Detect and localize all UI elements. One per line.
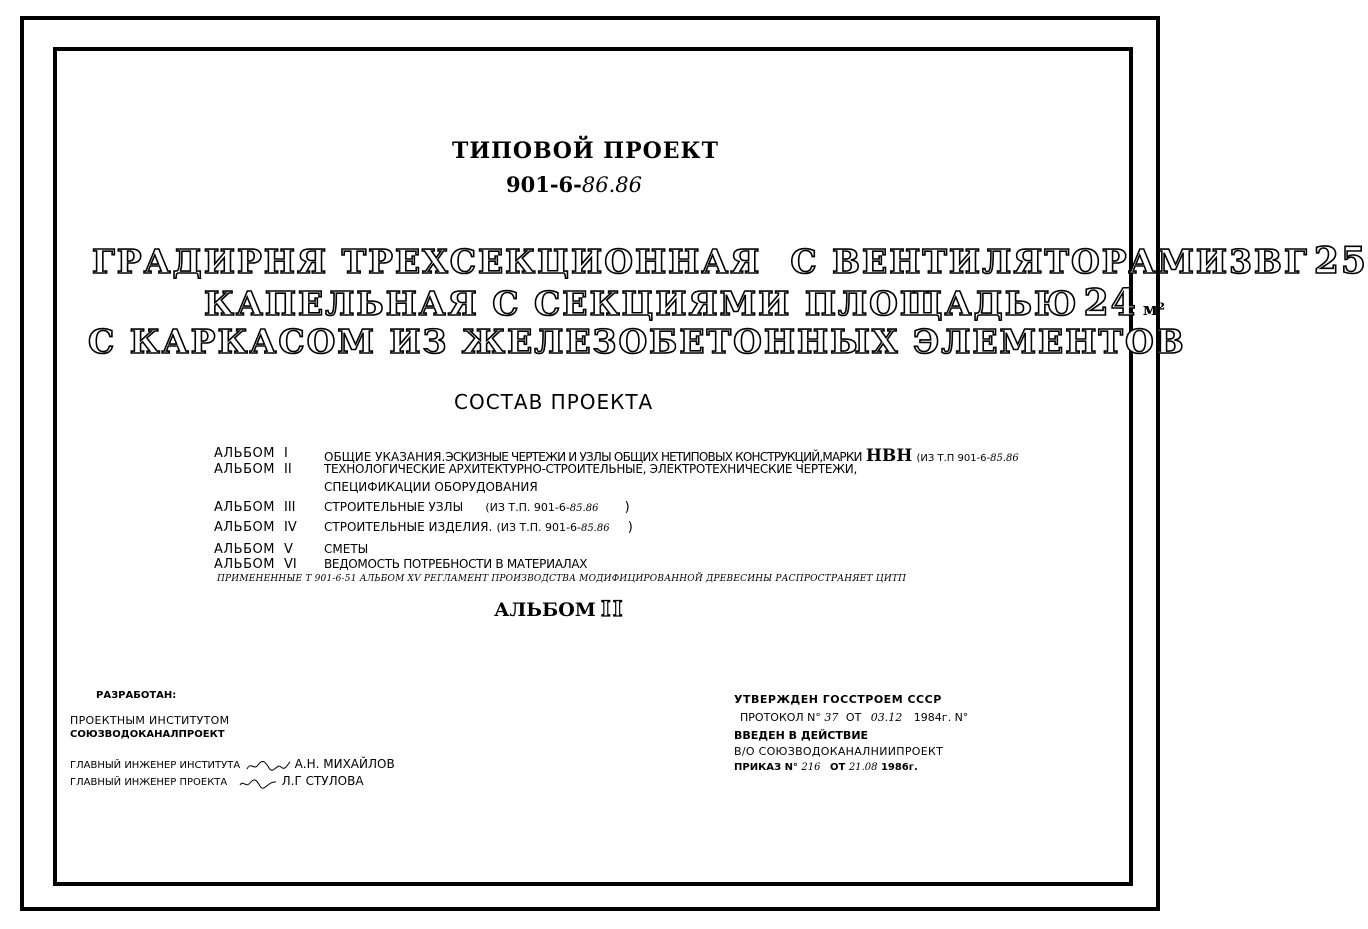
approval-line-3: ВВЕДЕН В ДЕЙСТВИЕ [734, 729, 869, 742]
main-title-line-2: КАПЕЛЬНАЯ С СЕКЦИЯМИ ПЛОЩАДЬЮ 24 м² [204, 282, 1166, 324]
project-code-handwritten: 86.86 [581, 173, 643, 197]
chief-engineer-project: ГЛАВНЫЙ ИНЖЕНЕР ПРОЕКТА Л.Г СТУЛОВА [70, 774, 364, 788]
album-title: АЛЬБОМ II [494, 596, 625, 621]
composition-heading: СОСТАВ ПРОЕКТА [454, 390, 654, 414]
chief-engineer-institute: ГЛАВНЫЙ ИНЖЕНЕР ИНСТИТУТА А.Н. МИХАЙЛОВ [70, 757, 395, 771]
main-title-line-3: С КАРКАСОМ ИЗ ЖЕЛЕЗОБЕТОННЫХ ЭЛЕМЕНТОВ [88, 322, 1186, 361]
developer-heading: РАЗРАБОТАН: [96, 690, 177, 701]
developer-institute: ПРОЕКТНЫМ ИНСТИТУТОМ [70, 714, 230, 727]
signature-project [238, 777, 281, 788]
project-code-printed: 901-6- [506, 172, 582, 197]
approval-order: ПРИКАЗ N° 216 ОТ 21.08 1986г. [734, 762, 918, 773]
project-type-heading: ТИПОВОЙ ПРОЕКТ [452, 138, 719, 164]
project-code [506, 172, 642, 197]
developer-organization: СОЮЗВОДОКАНАЛПРОЕКТ [70, 729, 225, 740]
approval-line-1: УТВЕРЖДЕН ГОССТРОЕМ СССР [734, 693, 942, 706]
approval-protocol: ПРОТОКОЛ N° 37 ОТ 03.12 1984г. N° [740, 711, 969, 724]
applied-note: ПРИМЕНЕННЫЕ Т 901-6-51 АЛЬБОМ XV РЕГЛАМЕНТ ПРОИЗВОДСТВА МОДИФИЦИРОВАННОЙ ДРЕВЕСИНЫ РАСПРОСТРАНЯЕТ ЦИТП [217, 574, 907, 584]
main-title-line-1: ГРАДИРНЯ ТРЕХСЕКЦИОННАЯ С ВЕНТИЛЯТОРАМИ3ВГ 25 [92, 240, 1368, 282]
approval-line-4: В/О СОЮЗВОДОКАНАЛНИИПРОЕКТ [734, 745, 944, 758]
signature-institute [245, 760, 294, 771]
